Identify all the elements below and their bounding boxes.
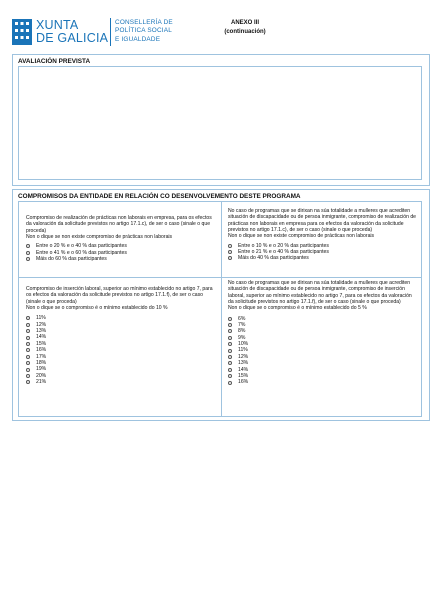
q3-insertion-cell [26,286,216,385]
q1-option[interactable]: Entre o 41 % e o 60 % das participantes [26,250,216,256]
radio-button[interactable] [228,361,232,365]
radio-button[interactable] [228,317,232,321]
q4-insertion-special-cell [228,280,418,386]
department-name [115,19,173,44]
q1-note: Non o dique se non existe compromiso de prácticas non laborais [26,233,173,240]
radio-button[interactable] [228,368,232,372]
department-line-1: CONSELLERÍA DE [115,19,173,26]
radio-button[interactable] [26,329,30,333]
q3-option[interactable]: 18% [26,360,216,366]
radio-button[interactable] [228,381,232,385]
q2-option[interactable]: Máis do 40 % das participantes [228,255,418,261]
evaluation-title: AVALIACIÓN PREVISTA [18,58,91,65]
commitments-title: COMPROMISOS DA ENTIDADE EN RELACIÓN CO DESENVOLVEMENTO DESTE PROGRAMA [18,193,301,200]
q2-note: Non o dique se non existe compromiso de prácticas non laborais [228,233,375,240]
xunta-logo [12,18,192,48]
q2-option[interactable]: Entre o 10 % e o 20 % das participantes [228,242,418,248]
q3-option[interactable]: 14% [26,334,216,340]
logo-galicia-text: DE GALICIA [36,31,109,45]
radio-button[interactable] [228,374,232,378]
radio-button[interactable] [26,244,30,248]
q3-option[interactable]: 21% [26,379,216,385]
q4-option[interactable]: 13% [228,360,418,366]
radio-button[interactable] [26,316,30,320]
q4-option[interactable]: 6% [228,315,418,321]
q2-text: No caso de programas que se dirixan na súa totalidade a mulleres que acrediten situación de discapacidade ou de persoa inmigrante, compromiso de realización de prácticas non laborais en empresa para os efectos da valoración da solicitude previstos no artigo 17.1.c), de ser o caso (sinale o que proceda) [228,208,417,233]
q4-option[interactable]: 16% [228,379,418,385]
q3-option[interactable]: 15% [26,341,216,347]
q2-practices-special-cell [228,208,418,262]
radio-button[interactable] [228,256,232,260]
q3-text: Compromiso de inserción laboral, superior ao mínimo establecido no artigo 7, para os efectos da valoración da solicitude previstos no artigo 17.1.f), de ser o caso (sinale o que proceda) [26,286,213,305]
q3-option[interactable]: 13% [26,328,216,334]
q1-practices-cell [26,215,216,262]
q4-text: No caso de programas que se dirixan na súa totalidade a mulleres que acrediten situación de discapacidade ou de persoa inmigrante, compromiso de inserción laboral, superior ao mínimo establecido no artigo 7, para os efectos da valoración da solicitude previstos no artigo 17.1.f), de ser o caso (sinale o que proceda) [228,280,412,305]
radio-button[interactable] [26,323,30,327]
galicia-coat-of-arms-icon [12,19,32,45]
radio-button[interactable] [228,323,232,327]
q3-options-list [26,315,216,385]
evaluation-section [12,54,430,186]
q1-option[interactable]: Entre o 20 % e o 40 % das participantes [26,243,216,249]
radio-button[interactable] [228,250,232,254]
q4-option[interactable]: 14% [228,367,418,373]
q3-option[interactable]: 16% [26,347,216,353]
q3-option[interactable]: 20% [26,373,216,379]
logo-divider [110,18,111,46]
q3-option[interactable]: 11% [26,315,216,321]
radio-button[interactable] [26,257,30,261]
commitments-grid [18,201,422,417]
department-line-3: E IGUALDADE [115,35,161,43]
radio-button[interactable] [26,368,30,372]
q1-option[interactable]: Máis do 60 % das participantes [26,256,216,262]
radio-button[interactable] [26,380,30,384]
grid-divider-horizontal [19,277,421,278]
q1-text: Compromiso de realización de prácticas non laborais en empresa, para os efectos da valoración da solicitude previstos no artigo 17.1.c), de ser o caso (sinale o que proceda) [26,215,212,234]
grid-divider-vertical [221,202,222,416]
logo-xunta-text: XUNTA [36,18,79,32]
radio-button[interactable] [228,329,232,333]
q4-option[interactable]: 12% [228,354,418,360]
q4-option[interactable]: 7% [228,322,418,328]
radio-button[interactable] [26,336,30,340]
annex-title: ANEXO III [230,20,259,26]
q3-note: Non o dique se o compromiso é o mínimo establecido do 10 % [26,304,168,311]
q4-options-list [228,315,418,385]
q4-option[interactable]: 8% [228,328,418,334]
radio-button[interactable] [228,244,232,248]
q2-option[interactable]: Entre o 21 % e o 40 % das participantes [228,249,418,255]
q4-option[interactable]: 9% [228,335,418,341]
department-line-2: POLÍTICA SOCIAL [115,27,172,35]
q4-option[interactable]: 10% [228,341,418,347]
q3-option[interactable]: 17% [26,354,216,360]
radio-button[interactable] [26,251,30,255]
commitments-section [12,189,430,421]
radio-button[interactable] [26,355,30,359]
radio-button[interactable] [228,355,232,359]
evaluation-textarea[interactable] [18,66,422,180]
radio-button[interactable] [26,348,30,352]
q3-option[interactable]: 12% [26,322,216,328]
radio-button[interactable] [26,361,30,365]
q4-option[interactable]: 11% [228,347,418,353]
annex-subtitle: (continuación) [224,29,266,35]
radio-button[interactable] [26,374,30,378]
radio-button[interactable] [228,336,232,340]
radio-button[interactable] [26,342,30,346]
q4-note: Non o dique se o compromiso é o mínimo establecido do 5 % [228,305,367,312]
q4-option[interactable]: 15% [228,373,418,379]
radio-button[interactable] [228,349,232,353]
radio-button[interactable] [228,342,232,346]
q3-option[interactable]: 19% [26,366,216,372]
